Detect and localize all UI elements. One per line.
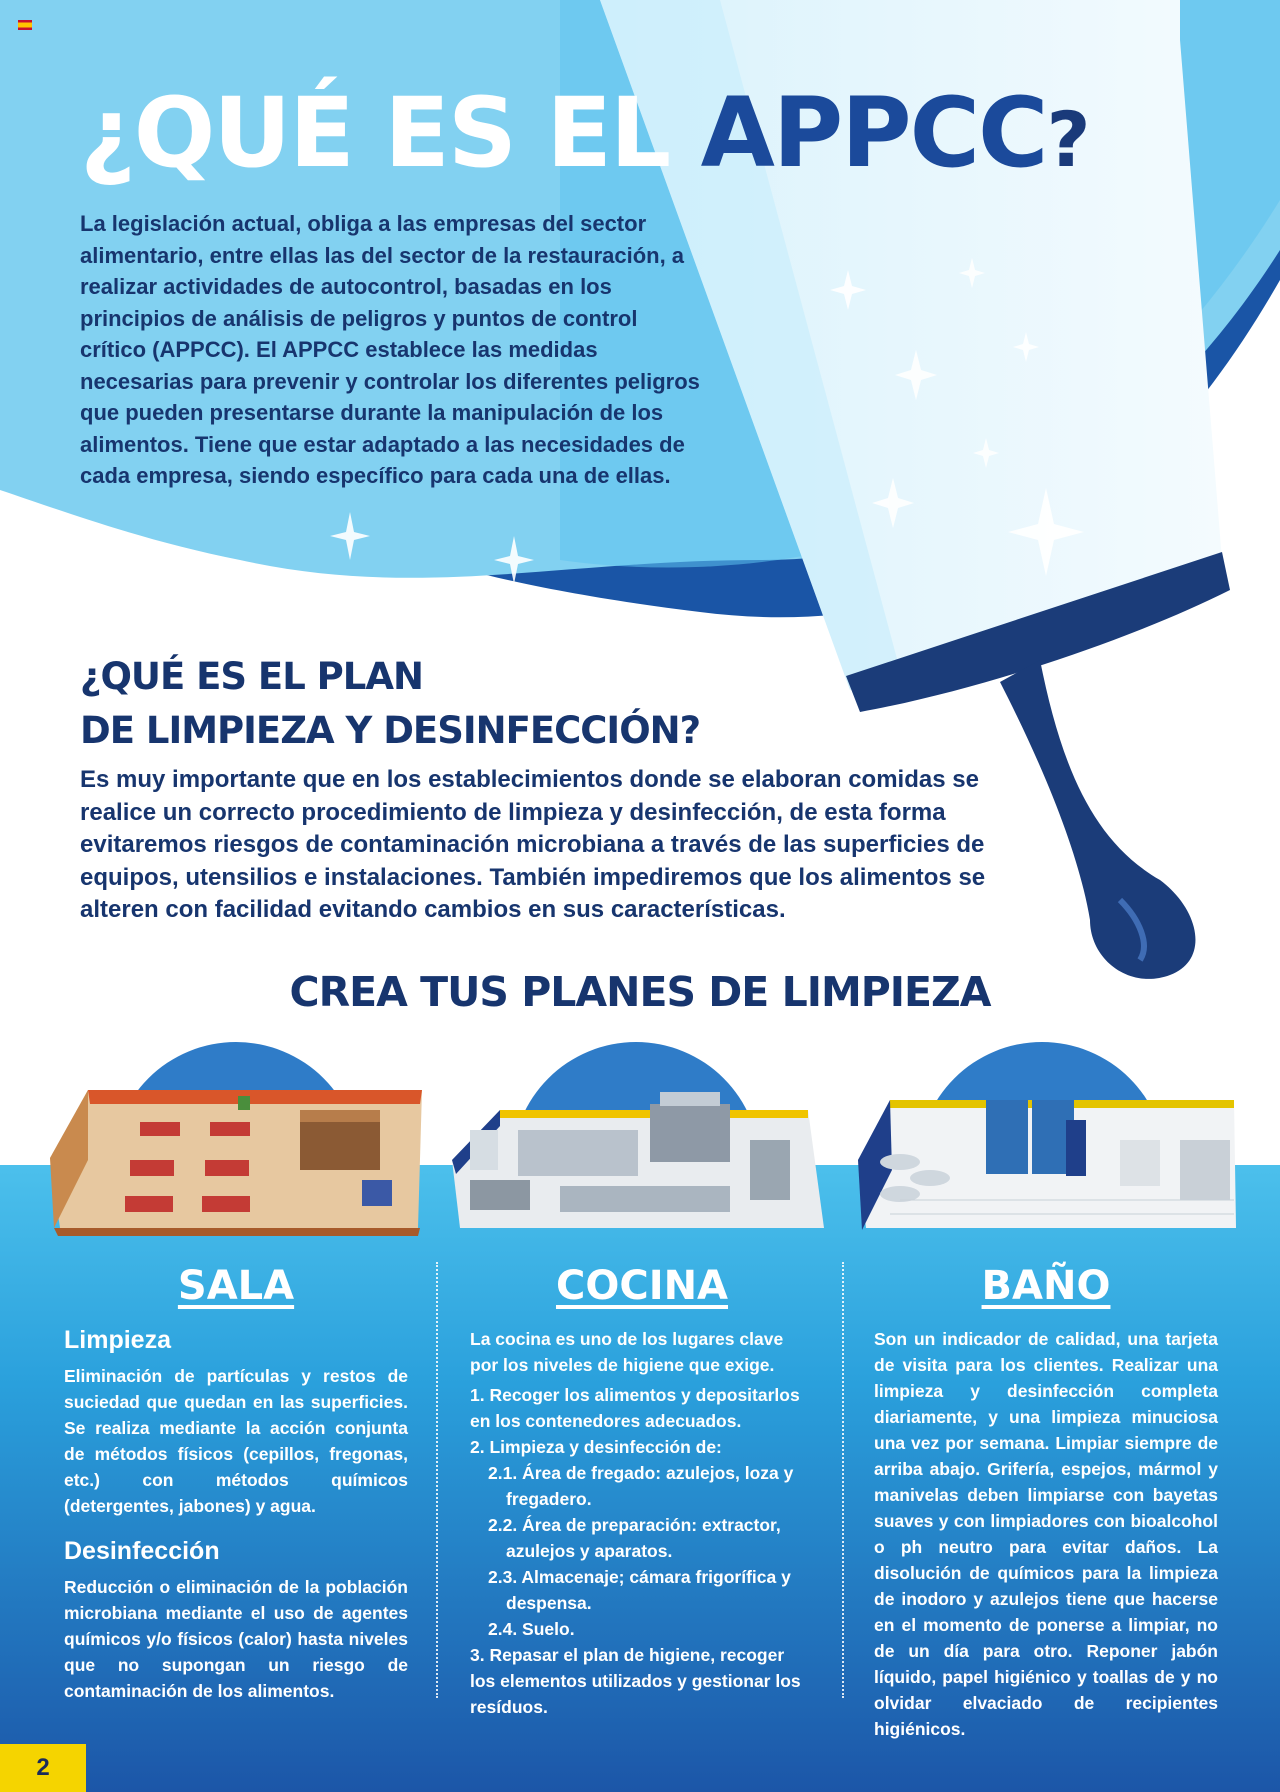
cocina-list-item: 2.2. Área de preparación: extractor, azulejos y aparatos. — [488, 1515, 781, 1561]
cocina-list-item: 2.3. Almacenaje; cámara frigorífica y despensa. — [488, 1567, 791, 1613]
column-divider — [842, 1262, 844, 1698]
sala-room-illustration — [50, 1090, 422, 1236]
bano-column — [874, 1262, 1218, 1742]
sala-desinfeccion-text: Reducción o eliminación de la población microbiana mediante el uso de agentes químicos y/o físicos (calor) hasta niveles que no supongan un riesgo de contaminación de los alimentos. — [64, 1577, 408, 1701]
sala-desinfeccion-title: Desinfección — [64, 1537, 220, 1565]
cocina-list-item: 2.4. Suelo. — [488, 1619, 575, 1639]
cocina-list-item: 2.1. Área de fregado: azulejos, loza y fregadero. — [488, 1463, 794, 1509]
intro-paragraph: La legislación actual, obliga a las empresas del sector alimentario, entre ellas las del sector de la restauración, a realizar actividades de autocontrol, basadas en los principios de análisis de peligros y puntos de control crítico (APPCC). El APPCC establece las medidas necesarias para prevenir y controlar los diferentes peligros que pueden presentarse durante la manipulación de los alimentos. Tiene que estar adaptado a las necesidades de cada empresa, siendo específico para cada una de ellas. — [80, 211, 700, 488]
cocina-title: COCINA — [555, 1263, 729, 1309]
section-heading: CREA TUS PLANES DE LIMPIEZA — [289, 968, 991, 1016]
page-title — [80, 78, 1089, 195]
column-divider — [436, 1262, 438, 1698]
cocina-list-item: 1. Recoger los alimentos y depositarlos en los contenedores adecuados. — [470, 1385, 800, 1431]
title-suffix: ? — [1046, 95, 1089, 184]
page-number: 2 — [0, 1744, 86, 1792]
sala-column — [64, 1262, 408, 1704]
bano-text: Son un indicador de calidad, una tarjeta de visita para los clientes. Realizar una limpieza y desinfección completa diariamente, y una limpieza minuciosa una vez por semana. Limpiar siempre de arriba abajo. Grifería, espejos, mármol y manivelas deben limpiarse con bayetas suaves y con limpiadores con bioalcohol o ph neutro para evitar daños. La disolución de químicos para la limpieza de inodoro y azulejos tiene que hacerse en el momento de ponerse a limpiar, no de un día para otro. Reponer jabón líquido, papel higiénico y toallas de y no olvidar elvaciado de recipientes higiénicos. — [874, 1329, 1218, 1739]
cocina-intro: La cocina es uno de los lugares clave por los niveles de higiene que exige. — [470, 1329, 784, 1375]
bano-title: BAÑO — [981, 1263, 1111, 1309]
cocina-list-item: 2. Limpieza y desinfección de: — [470, 1437, 722, 1457]
plan-paragraph: Es muy importante que en los establecimientos donde se elaboran comidas se realice un correcto procedimiento de limpieza y desinfección, de esta forma evitaremos riesgos de contaminación microbiana a través de las superficies de equipos, utensilios e instalaciones. También impediremos que los alimentos se alteren con facilidad evitando cambios en sus características. — [80, 766, 986, 923]
bano-room-illustration — [858, 1100, 1236, 1230]
title-prefix: ¿QUÉ ES EL — [80, 77, 701, 189]
plan-heading-line2: DE LIMPIEZA Y DESINFECCIÓN? — [80, 709, 701, 752]
cocina-room-illustration — [452, 1092, 824, 1228]
plan-heading-line1: ¿QUÉ ES EL PLAN — [80, 655, 423, 698]
cocina-list — [470, 1382, 814, 1720]
plan-heading — [80, 650, 700, 758]
sala-limpieza-text: Eliminación de partículas y restos de suciedad que quedan en las superficies. Se realiza mediante la acción conjunta de métodos físicos (cepillos, fregonas, etc.) con métodos químicos (detergentes, jabones) y agua. — [64, 1366, 408, 1516]
cocina-column — [470, 1262, 814, 1720]
spain-flag-icon — [18, 20, 32, 30]
cocina-list-item: 3. Repasar el plan de higiene, recoger los elementos utilizados y gestionar los resíduos. — [470, 1645, 801, 1717]
title-accent: APPCC — [700, 77, 1047, 189]
sala-title: SALA — [177, 1263, 295, 1309]
sala-limpieza-title: Limpieza — [64, 1326, 171, 1354]
